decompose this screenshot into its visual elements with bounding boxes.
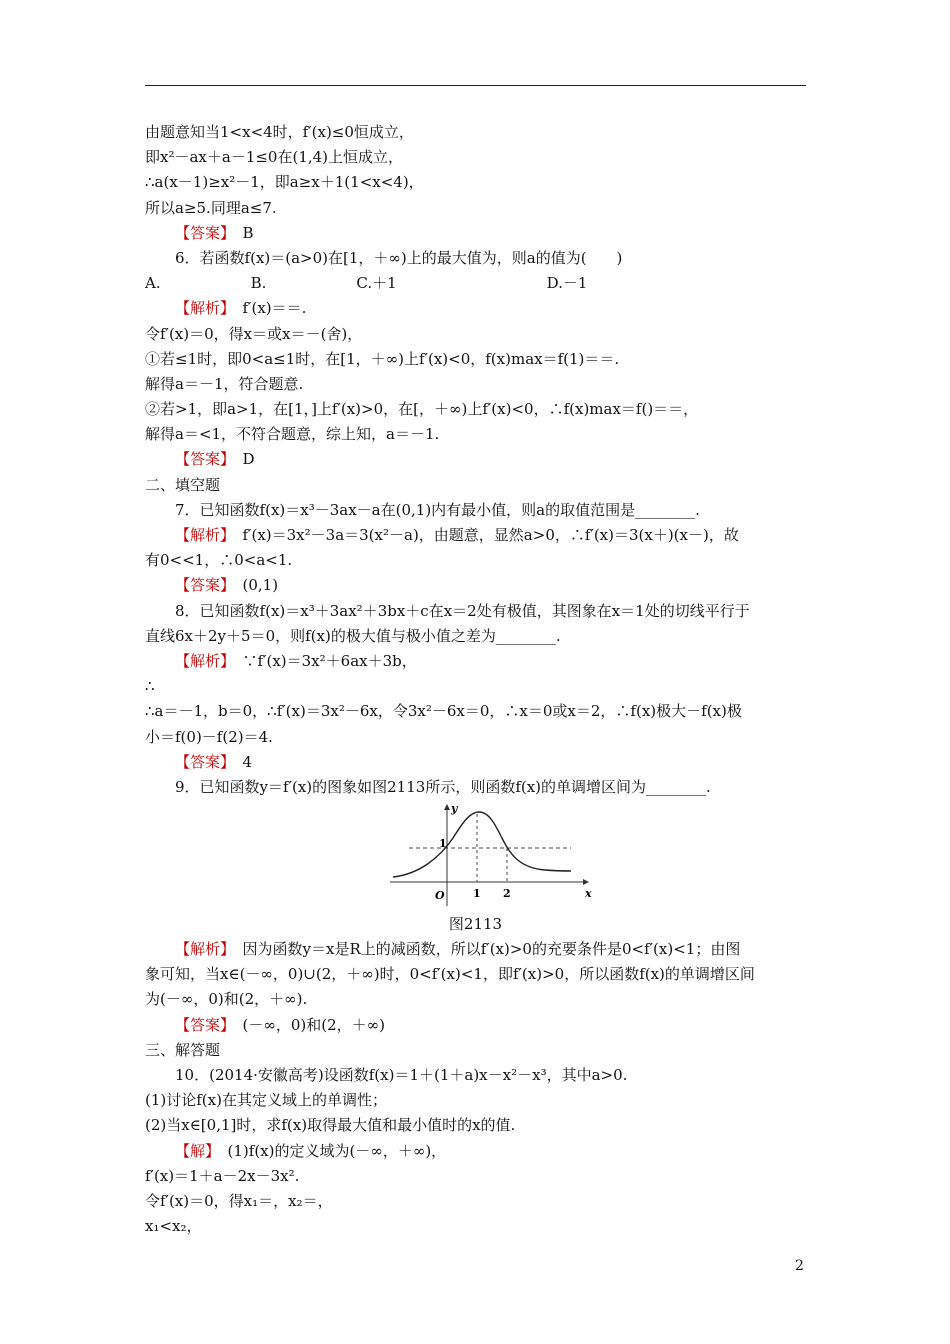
line-text: B <box>227 223 254 242</box>
section-tag: 【解析】 <box>175 940 228 959</box>
page-body <box>145 120 806 1239</box>
text-line: 有0<<1，∴0<a<1. <box>145 551 293 570</box>
page-number: 2 <box>795 1258 804 1274</box>
y-arrow-icon <box>444 804 450 810</box>
text-block-lower <box>145 937 806 1239</box>
section-tag: 【答案】 <box>175 576 228 595</box>
text-line <box>145 523 806 548</box>
section-tag: 【答案】 <box>175 223 228 242</box>
text-block-upper <box>145 120 806 800</box>
text-line <box>145 447 806 472</box>
text-line <box>145 649 806 674</box>
text-line <box>145 937 806 962</box>
text-line: 10．(2014·安徽高考)设函数f(x)＝1＋(1＋a)x－x²－x³，其中a>0. <box>175 1066 628 1084</box>
line-text: f′(x)＝3x²－3a＝3(x²－a)，由题意，显然a>0，∴f′(x)＝3(x＋)(x－)，故 <box>227 526 739 544</box>
text-line: 小＝f(0)－f(2)＝4. <box>145 727 273 746</box>
text-line <box>145 221 806 246</box>
text-line: 二、填空题 <box>145 475 221 494</box>
text-line: 三、解答题 <box>145 1040 221 1059</box>
text-line: 8．已知函数f(x)＝x³＋3ax²＋3bx＋c在x＝2处有极值，其图象在x＝1处的切线平行于 <box>175 601 750 620</box>
text-line <box>145 573 806 598</box>
line-text: 因为函数y＝x是R上的减函数，所以f′(x)>0的充要条件是0<f′(x)<1；由图 <box>227 940 741 959</box>
line-text: (－∞，0)和(2，＋∞) <box>227 1015 386 1034</box>
derivative-graph <box>385 802 595 910</box>
text-line: 即x²－ax＋a－1≤0在(1,4)上恒成立， <box>145 148 404 167</box>
text-line: 9．已知函数y＝f′(x)的图象如图2113所示，则函数f(x)的单调增区间为________. <box>175 777 711 796</box>
figure-caption: 图2113 <box>448 915 503 934</box>
text-line: ∴ <box>145 677 155 696</box>
figure-2113 <box>145 800 806 911</box>
text-line: 直线6x＋2y＋5＝0，则f(x)的极大值与极小值之差为________. <box>145 626 561 645</box>
line-text: (1)f(x)的定义域为(－∞，＋∞)， <box>212 1141 447 1160</box>
y-axis-label: y <box>451 802 458 816</box>
section-tag: 【解析】 <box>175 299 228 318</box>
section-tag: 【答案】 <box>175 450 228 469</box>
section-tag: 【解析】 <box>175 526 228 544</box>
text-line: A. B. C.＋1 D.－1 <box>145 274 588 293</box>
text-line: 解得a＝<1，不符合题意，综上知，a＝－1. <box>145 425 440 444</box>
tick-x-2: 2 <box>503 887 511 901</box>
section-tag: 【答案】 <box>175 752 228 771</box>
tick-y-1: 1 <box>439 837 447 851</box>
text-line: f′(x)＝1＋a－2x－3x². <box>145 1166 300 1185</box>
x-arrow-icon <box>583 879 589 885</box>
text-line <box>145 750 806 775</box>
header-rule <box>145 85 806 86</box>
line-text: (0,1) <box>227 576 279 595</box>
text-line <box>145 1013 806 1038</box>
text-line: ∴a(x－1)≥x²－1，即a≥x＋1(1<x<4)， <box>145 173 424 192</box>
text-line: ②若>1，即a>1，在[1，]上f′(x)>0，在[，＋∞)上f′(x)<0，∴f(x)max＝f()＝＝， <box>145 400 699 419</box>
line-text: ∵f′(x)＝3x²＋6ax＋3b， <box>227 651 417 670</box>
derivative-curve <box>393 812 571 877</box>
text-line: 解得a＝－1，符合题意. <box>145 374 304 393</box>
section-tag: 【解析】 <box>175 651 228 670</box>
text-line: x₁<x₂， <box>145 1217 202 1236</box>
text-line: ①若≤1时，即0<a≤1时，在[1，＋∞)上f′(x)<0，f(x)max＝f(1)＝＝. <box>145 349 620 368</box>
section-tag: 【解】 <box>175 1141 213 1160</box>
origin-label: O <box>435 889 445 903</box>
text-line: (2)当x∈[0,1]时，求f(x)取得最大值和最小值时的x的值. <box>145 1116 516 1135</box>
text-line: ∴a＝－1，b＝0，∴f′(x)＝3x²－6x，令3x²－6x＝0，∴x＝0或x＝2，∴f(x)极大－f(x)极 <box>145 702 742 721</box>
line-text: 4 <box>227 752 253 771</box>
text-line: 令f′(x)＝0，得x₁＝，x₂＝， <box>145 1191 333 1210</box>
text-line: 6．若函数f(x)＝(a>0)在[1，＋∞)上的最大值为，则a的值为( ) <box>175 248 623 267</box>
tick-x-1: 1 <box>473 887 481 901</box>
text-line <box>145 1139 806 1164</box>
text-line <box>145 296 806 321</box>
text-line: (1)讨论f(x)在其定义域上的单调性； <box>145 1091 387 1110</box>
text-line: 为(－∞，0)和(2，＋∞). <box>145 990 308 1009</box>
text-line: 象可知，当x∈(－∞，0)∪(2，＋∞)时，0<f′(x)<1，即f′(x)>0，所以函数f(x)的单调增区间 <box>145 965 755 984</box>
x-axis-label: x <box>585 887 592 901</box>
line-text: D <box>227 450 255 469</box>
text-line: 所以a≥5.同理a≤7. <box>145 198 277 217</box>
text-line: 7．已知函数f(x)＝x³－3ax－a在(0,1)内有最小值，则a的取值范围是________. <box>175 500 700 519</box>
text-line: 令f′(x)＝0，得x＝或x＝－(舍)， <box>145 324 363 343</box>
line-text: f′(x)＝＝. <box>227 299 307 318</box>
text-line: 由题意知当1<x<4时，f′(x)≤0恒成立， <box>145 123 414 141</box>
section-tag: 【答案】 <box>175 1015 228 1034</box>
